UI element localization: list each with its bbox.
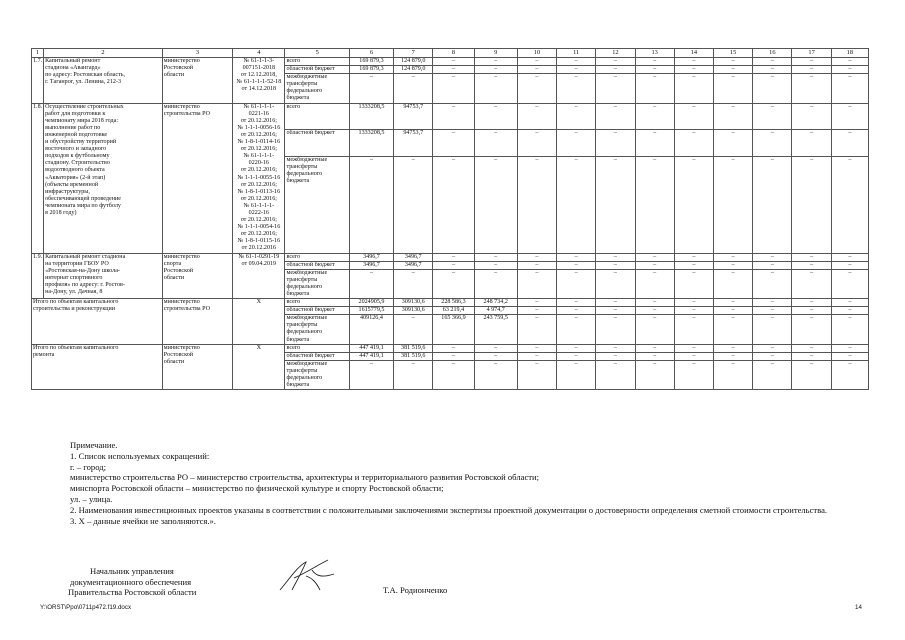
cell-value: –: [596, 58, 635, 66]
cell-value: –: [557, 352, 596, 360]
cell-value: –: [635, 269, 674, 298]
column-number: 8: [433, 49, 474, 58]
column-number: 11: [557, 49, 596, 58]
cell-value: 124 879,0: [394, 58, 433, 66]
cell-value: –: [557, 74, 596, 103]
cell-total-cost: –: [349, 156, 393, 253]
cell-value: 124 879,0: [394, 66, 433, 74]
cell-value: 3496,7: [394, 253, 433, 261]
cell-total-cost: 3496,7: [349, 261, 393, 269]
cell-value: –: [635, 253, 674, 261]
funding-source: всего: [285, 344, 349, 352]
funding-source: всего: [285, 299, 349, 307]
cell-value: –: [596, 360, 635, 389]
cell-value: –: [635, 307, 674, 315]
project-name: Капитальный ремонт стадиона «Авангард» по адресу: Ростовская область, г. Таганрог, ул. Ленина, 212-3: [44, 58, 163, 104]
cell-value: –: [474, 156, 517, 253]
cell-value: –: [517, 315, 556, 344]
cell-total-cost: 1615779,5: [349, 307, 393, 315]
note-line: г. – город;: [70, 461, 107, 472]
cell-value: –: [596, 253, 635, 261]
cell-value: –: [635, 58, 674, 66]
cell-value: –: [753, 156, 792, 253]
cell-value: –: [596, 269, 635, 298]
cell-value: –: [557, 360, 596, 389]
cell-value: –: [674, 156, 713, 253]
cell-value: –: [474, 103, 517, 130]
cell-value: –: [517, 261, 556, 269]
funding-source: межбюджетные трансферты федерального бюджета: [285, 360, 349, 389]
cell-value: –: [635, 344, 674, 352]
cell-value: –: [596, 130, 635, 157]
cell-value: –: [433, 360, 474, 389]
cell-value: –: [792, 299, 831, 307]
cell-value: –: [674, 130, 713, 157]
cell-value: –: [394, 360, 433, 389]
cell-value: –: [674, 307, 713, 315]
cell-value: –: [753, 360, 792, 389]
column-number: 9: [474, 49, 517, 58]
cell-value: –: [753, 344, 792, 352]
cell-value: –: [474, 130, 517, 157]
cell-value: –: [517, 74, 556, 103]
cell-value: –: [557, 299, 596, 307]
cell-value: –: [517, 103, 556, 130]
cell-value: –: [635, 315, 674, 344]
cell-value: –: [474, 344, 517, 352]
cell-total-cost: 1333208,5: [349, 130, 393, 157]
cell-value: 63 219,4: [433, 307, 474, 315]
cell-total-cost: 169 879,3: [349, 58, 393, 66]
cell-value: –: [831, 74, 868, 103]
note-line: 2. Наименования инвестиционных проектов указаны в соответствии с положительными заключениями экспертизы проектной документации о достоверности определения сметной стоимости строительства.: [70, 504, 828, 515]
responsible-ministry: министерство строительства РО: [162, 299, 232, 345]
cell-value: –: [517, 360, 556, 389]
cell-value: –: [474, 58, 517, 66]
cell-value: –: [792, 253, 831, 261]
notes-section: [70, 440, 830, 526]
cell-value: –: [635, 360, 674, 389]
project-name: Осуществление строительных работ для подготовки к чемпионату мира 2018 года: выполнение работ по инженерной подготовке и обустройству территорий восточного и западного подходов к футбольному стадиону. Строительство водоотводного объекта «Акватория» (2-й этап) (объекты временной инфраструктуры, обеспечивающей проведение чемпионата мира по футболу в 2018 году): [44, 103, 163, 253]
cell-value: –: [474, 261, 517, 269]
cell-value: –: [517, 156, 556, 253]
cell-total-cost: 447 419,1: [349, 352, 393, 360]
expertise-document: Х: [233, 344, 285, 390]
cell-value: –: [831, 103, 868, 130]
cell-value: –: [714, 269, 753, 298]
cell-value: –: [674, 315, 713, 344]
cell-total-cost: 3496,7: [349, 253, 393, 261]
column-number: 17: [792, 49, 831, 58]
signer-name: Т.А. Родионченко: [383, 585, 448, 595]
cell-total-cost: 169 879,3: [349, 66, 393, 74]
cell-value: –: [831, 253, 868, 261]
file-path: Y:\ORST\Ppo\0711p472.f19.docx: [40, 604, 132, 611]
cell-value: –: [792, 156, 831, 253]
cell-total-cost: 447 419,1: [349, 344, 393, 352]
note-line: минспорта Ростовской области – министерство по физической культуре и спорту Ростовской области;: [70, 483, 444, 494]
cell-value: –: [474, 352, 517, 360]
cell-value: –: [714, 130, 753, 157]
column-number: 18: [831, 49, 868, 58]
cell-total-cost: –: [349, 74, 393, 103]
cell-value: –: [557, 103, 596, 130]
funding-source: всего: [285, 103, 349, 130]
cell-value: –: [831, 58, 868, 66]
funding-source: межбюджетные трансферты федерального бюджета: [285, 74, 349, 103]
cell-value: –: [753, 66, 792, 74]
funding-source: областной бюджет: [285, 307, 349, 315]
column-number: 16: [753, 49, 792, 58]
cell-value: –: [792, 58, 831, 66]
signature-block: [68, 566, 196, 598]
column-number: 10: [517, 49, 556, 58]
cell-value: –: [557, 344, 596, 352]
cell-value: –: [557, 130, 596, 157]
cell-value: –: [394, 315, 433, 344]
note-line: 1. Список используемых сокращений:: [70, 450, 210, 461]
table-row: [32, 344, 869, 352]
cell-value: –: [433, 269, 474, 298]
cell-value: –: [635, 66, 674, 74]
cell-value: –: [714, 261, 753, 269]
header-row: [32, 49, 869, 58]
cell-value: –: [753, 269, 792, 298]
note-line: министерство строительства РО – министерство строительства, архитектуры и территориального развития Ростовской области;: [70, 472, 539, 483]
cell-value: –: [753, 261, 792, 269]
cell-value: –: [714, 315, 753, 344]
cell-value: –: [753, 253, 792, 261]
funding-source: всего: [285, 58, 349, 66]
table-row: [32, 103, 869, 130]
cell-value: –: [714, 253, 753, 261]
cell-value: –: [674, 360, 713, 389]
cell-value: 94753,7: [394, 103, 433, 130]
column-number: 5: [285, 49, 349, 58]
responsible-ministry: министерство Ростовской области: [162, 344, 232, 390]
cell-value: –: [474, 360, 517, 389]
cell-value: 243 759,5: [474, 315, 517, 344]
cell-value: –: [831, 344, 868, 352]
funding-source: областной бюджет: [285, 66, 349, 74]
cell-value: –: [596, 261, 635, 269]
cell-value: –: [517, 58, 556, 66]
cell-value: –: [517, 299, 556, 307]
cell-value: –: [433, 130, 474, 157]
cell-total-cost: 409126,4: [349, 315, 393, 344]
cell-value: –: [433, 74, 474, 103]
cell-value: –: [714, 66, 753, 74]
cell-value: –: [714, 103, 753, 130]
column-number: 12: [596, 49, 635, 58]
funding-source: межбюджетные трансферты федерального бюджета: [285, 315, 349, 344]
cell-value: –: [792, 315, 831, 344]
cell-value: –: [517, 253, 556, 261]
signatory-position-line2: документационного обеспечения: [70, 576, 192, 587]
signatory-position-line3: Правительства Ростовской области: [68, 587, 197, 598]
cell-value: –: [433, 352, 474, 360]
cell-value: –: [433, 253, 474, 261]
cell-value: –: [831, 299, 868, 307]
cell-value: 165 366,9: [433, 315, 474, 344]
cell-value: –: [474, 253, 517, 261]
cell-value: 309130,6: [394, 299, 433, 307]
column-number: 13: [635, 49, 674, 58]
cell-value: 4 974,7: [474, 307, 517, 315]
column-number: 14: [674, 49, 713, 58]
cell-value: –: [557, 307, 596, 315]
cell-value: –: [753, 58, 792, 66]
cell-value: –: [714, 156, 753, 253]
cell-value: –: [714, 307, 753, 315]
responsible-ministry: министерство Ростовской области: [162, 58, 232, 104]
cell-value: –: [753, 103, 792, 130]
responsible-ministry: министерство спорта Ростовской области: [162, 253, 232, 299]
cell-value: –: [635, 156, 674, 253]
notes-title: Примечание.: [70, 440, 118, 450]
cell-value: –: [753, 352, 792, 360]
budget-table: [31, 48, 869, 390]
cell-value: –: [596, 307, 635, 315]
cell-value: –: [831, 315, 868, 344]
cell-value: –: [557, 261, 596, 269]
cell-value: –: [792, 307, 831, 315]
cell-value: –: [517, 352, 556, 360]
cell-value: –: [517, 344, 556, 352]
column-number: 3: [162, 49, 232, 58]
table-row: [32, 58, 869, 66]
cell-value: –: [635, 130, 674, 157]
funding-source: межбюджетные трансферты федерального бюджета: [285, 156, 349, 253]
cell-value: –: [596, 103, 635, 130]
cell-value: –: [753, 307, 792, 315]
cell-value: –: [831, 156, 868, 253]
row-number: 1.7.: [32, 58, 44, 104]
cell-value: –: [714, 299, 753, 307]
handwritten-signature: [276, 556, 338, 596]
cell-value: –: [674, 253, 713, 261]
responsible-ministry: министерство строительства РО: [162, 103, 232, 253]
column-number: 7: [394, 49, 433, 58]
row-number: 1.8.: [32, 103, 44, 253]
cell-value: –: [792, 261, 831, 269]
cell-value: –: [714, 344, 753, 352]
cell-value: 228 586,3: [433, 299, 474, 307]
cell-value: –: [714, 352, 753, 360]
cell-value: –: [714, 58, 753, 66]
cell-total-cost: 1333208,5: [349, 103, 393, 130]
cell-value: –: [517, 269, 556, 298]
column-number: 2: [44, 49, 163, 58]
cell-value: –: [674, 261, 713, 269]
cell-value: –: [674, 66, 713, 74]
cell-value: –: [792, 344, 831, 352]
table-row: [32, 253, 869, 261]
cell-value: –: [596, 74, 635, 103]
expertise-document: № 61-1-1-1- 0221-16 от 20.12.2016; № 1-1-1-0056-16 от 20.12.2016; № 1-8-1-0114-16 от 20.12.2016; № 61-1-1-1- 0220-16 от 20.12.2016; № 1-1-1-0055-16 от 20.12.2016; № 1-8-1-0113-16 от 20.12.2016; № 61-1-1-1- 0222-16 от 20.12.2016; № 1-1-1-0054-16 от 20.12.2016; № 1-8-1-0115-16 от 20.12.2016: [233, 103, 285, 253]
cell-value: –: [753, 299, 792, 307]
cell-value: –: [831, 307, 868, 315]
cell-value: 248 734,2: [474, 299, 517, 307]
cell-value: –: [596, 299, 635, 307]
funding-source: областной бюджет: [285, 261, 349, 269]
cell-value: –: [674, 344, 713, 352]
cell-value: –: [674, 103, 713, 130]
cell-value: –: [714, 74, 753, 103]
cell-value: –: [831, 269, 868, 298]
cell-value: –: [792, 130, 831, 157]
cell-value: 381 519,6: [394, 344, 433, 352]
cell-value: –: [433, 66, 474, 74]
signatory-position-line1: Начальник управления: [90, 566, 174, 576]
table-row: [32, 299, 869, 307]
cell-value: –: [635, 299, 674, 307]
column-number: 15: [714, 49, 753, 58]
cell-value: –: [674, 58, 713, 66]
funding-source: межбюджетные трансферты федерального бюджета: [285, 269, 349, 298]
cell-value: –: [753, 74, 792, 103]
cell-value: –: [433, 103, 474, 130]
cell-value: –: [474, 74, 517, 103]
cell-value: –: [792, 352, 831, 360]
cell-value: –: [792, 269, 831, 298]
cell-value: –: [517, 66, 556, 74]
page-number: 14: [855, 604, 862, 611]
cell-value: 3496,7: [394, 261, 433, 269]
cell-value: –: [635, 74, 674, 103]
funding-source: всего: [285, 253, 349, 261]
cell-value: –: [433, 344, 474, 352]
column-number: 1: [32, 49, 44, 58]
cell-value: –: [433, 58, 474, 66]
cell-value: –: [394, 156, 433, 253]
project-name: Капитальный ремонт стадиона на территории ГБОУ РО «Ростовская-на-Дону школа- интернат спортивного профиля» по адресу: г. Ростов- на-Дону, ул. Дачная, 8: [44, 253, 163, 299]
cell-value: –: [557, 315, 596, 344]
cell-value: –: [831, 261, 868, 269]
cell-value: –: [433, 156, 474, 253]
expertise-document: Х: [233, 299, 285, 345]
cell-value: –: [792, 360, 831, 389]
cell-value: –: [433, 261, 474, 269]
cell-value: –: [831, 130, 868, 157]
cell-value: –: [557, 253, 596, 261]
cell-value: –: [792, 66, 831, 74]
cell-value: 381 519,6: [394, 352, 433, 360]
cell-value: –: [635, 103, 674, 130]
cell-value: –: [394, 74, 433, 103]
cell-total-cost: 2024905,9: [349, 299, 393, 307]
cell-value: –: [557, 58, 596, 66]
cell-value: –: [474, 66, 517, 74]
cell-value: –: [753, 315, 792, 344]
cell-value: –: [517, 130, 556, 157]
cell-value: –: [557, 269, 596, 298]
row-number: 1.9.: [32, 253, 44, 299]
cell-value: –: [557, 156, 596, 253]
cell-value: –: [635, 261, 674, 269]
cell-value: –: [474, 269, 517, 298]
note-line: ул. – улица.: [70, 493, 113, 504]
cell-value: 309130,6: [394, 307, 433, 315]
total-name: Итого по объектам капитального ремонта: [32, 344, 163, 390]
total-name: Итого по объектам капитального строительства и реконструкции: [32, 299, 163, 345]
cell-value: –: [635, 352, 674, 360]
cell-value: –: [517, 307, 556, 315]
cell-value: –: [792, 74, 831, 103]
expertise-document: № 61-1-0291-19 от 09.04.2019: [233, 253, 285, 299]
cell-value: 94753,7: [394, 130, 433, 157]
cell-value: –: [674, 74, 713, 103]
cell-value: –: [596, 156, 635, 253]
cell-value: –: [596, 315, 635, 344]
cell-value: –: [714, 360, 753, 389]
cell-value: –: [596, 344, 635, 352]
cell-total-cost: –: [349, 360, 393, 389]
cell-value: –: [674, 352, 713, 360]
cell-value: –: [674, 299, 713, 307]
funding-source: областной бюджет: [285, 130, 349, 157]
cell-value: –: [831, 352, 868, 360]
cell-value: –: [596, 66, 635, 74]
cell-value: –: [753, 130, 792, 157]
expertise-document: № 61-1-1-3- 007151-2018 от 12.12.2018, № 61-1-1-1-52-18 от 14.12.2018: [233, 58, 285, 104]
column-number: 4: [233, 49, 285, 58]
cell-total-cost: –: [349, 269, 393, 298]
funding-source: областной бюджет: [285, 352, 349, 360]
cell-value: –: [596, 352, 635, 360]
cell-value: –: [557, 66, 596, 74]
cell-value: –: [792, 103, 831, 130]
cell-value: –: [831, 66, 868, 74]
cell-value: –: [831, 360, 868, 389]
note-line: 3. Х – данные ячейки не заполняются.».: [70, 515, 216, 526]
cell-value: –: [394, 269, 433, 298]
column-number: 6: [349, 49, 393, 58]
cell-value: –: [674, 269, 713, 298]
